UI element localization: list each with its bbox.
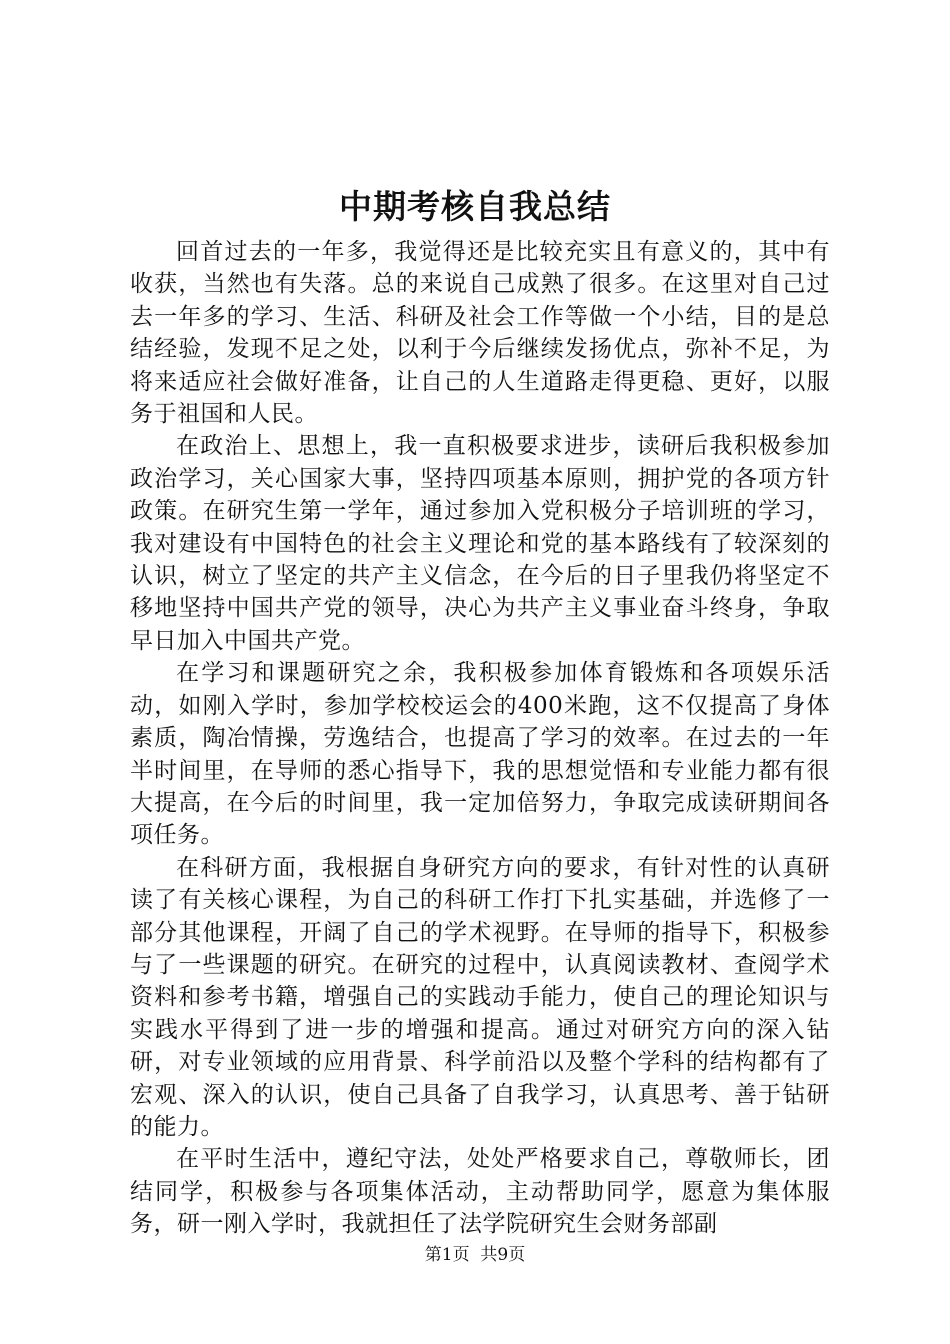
footer-spacer bbox=[470, 1245, 481, 1265]
paragraph-activities: 在学习和课题研究之余，我积极参加体育锻炼和各项娱乐活动，如刚入学时，参加学校校运会的400米跑，这不仅提高了身体素质，陶冶情操，劳逸结合，也提高了学习的效率。在过去的一年半时间里，在导师的悉心指导下，我的思想觉悟和专业能力都有很大提高，在今后的时间里，我一定加倍努力，争取完成读研期间各项任务。 bbox=[130, 660, 830, 849]
page-footer bbox=[0, 1244, 950, 1266]
page-number: 第1页 bbox=[424, 1245, 470, 1265]
total-pages: 共9页 bbox=[480, 1245, 526, 1265]
paragraph-research: 在科研方面，我根据自身研究方向的要求，有针对性的认真研读了有关核心课程，为自己的科研工作打下扎实基础，并选修了一部分其他课程，开阔了自己的学术视野。在导师的指导下，积极参与了一些课题的研究。在研究的过程中，认真阅读教材、查阅学术资料和参考书籍，增强自己的实践动手能力，使自己的理论知识与实践水平得到了进一步的增强和提高。通过对研究方向的深入钻研，对专业领域的应用背景、科学前沿以及整个学科的结构都有了宏观、深入的认识，使自己具备了自我学习，认真思考、善于钻研的能力。 bbox=[130, 854, 830, 1140]
paragraph-politics: 在政治上、思想上，我一直积极要求进步，读研后我积极参加政治学习，关心国家大事，坚持四项基本原则，拥护党的各项方针政策。在研究生第一学年，通过参加入党积极分子培训班的学习，我对建设有中国特色的社会主义理论和党的基本路线有了较深刻的认识，树立了坚定的共产主义信念，在今后的日子里我仍将坚定不移地坚持中国共产党的领导，决心为共产主义事业奋斗终身，争取早日加入中国共产党。 bbox=[130, 433, 830, 654]
document-body bbox=[130, 236, 830, 1241]
paragraph-intro: 回首过去的一年多，我觉得还是比较充实且有意义的，其中有收获，当然也有失落。总的来说自己成熟了很多。在这里对自己过去一年多的学习、生活、科研及社会工作等做一个小结，目的是总结经验，发现不足之处，以利于今后继续发扬优点，弥补不足，为将来适应社会做好准备，让自己的人生道路走得更稳、更好，以服务于祖国和人民。 bbox=[130, 239, 830, 428]
document-title: 中期考核自我总结 bbox=[339, 187, 611, 226]
paragraph-daily-life: 在平时生活中，遵纪守法，处处严格要求自己，尊敬师长，团结同学，积极参与各项集体活动，主动帮助同学，愿意为集体服务，研一刚入学时，我就担任了法学院研究生会财务部副 bbox=[130, 1146, 830, 1238]
